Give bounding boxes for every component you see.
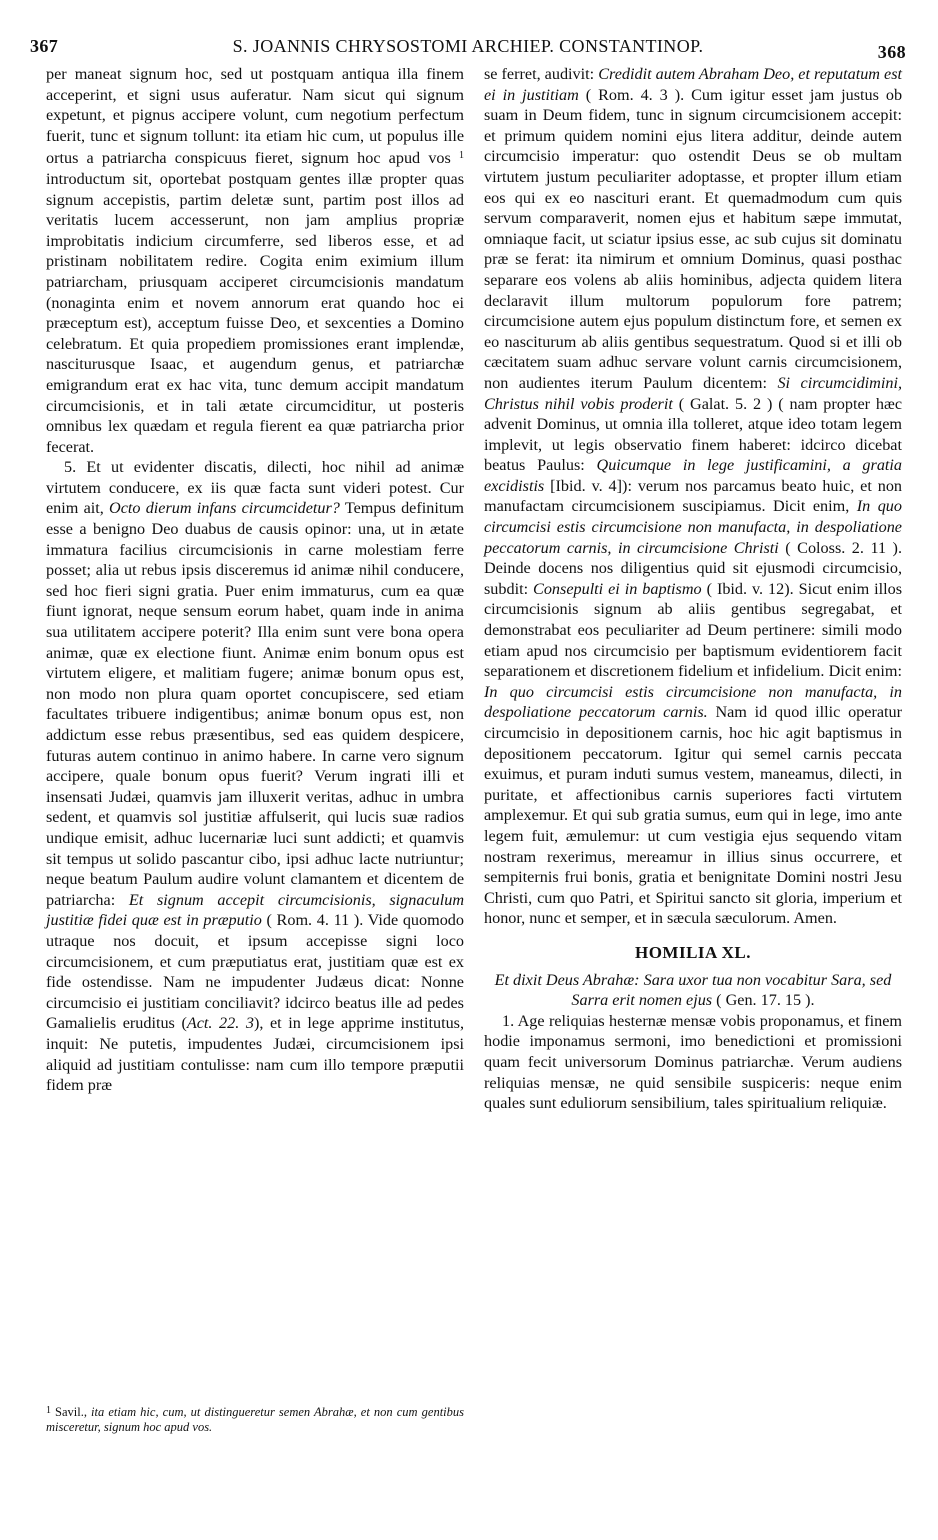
scripture-quote: Consepulti ei in baptismo (533, 579, 702, 598)
scripture-quote: Octo dierum infans circumcidetur? (109, 499, 340, 518)
paragraph-continuation-right (484, 64, 902, 929)
homily-heading: HOMILIA XL. (634, 942, 752, 962)
scripture-quote: Quicumque in lege justificamini, a gratia excidistis (484, 456, 902, 495)
epigraph-reference: ( Gen. 17. 15 ). (716, 991, 815, 1010)
paragraph-homily-start: 1. Age reliquias hesternæ mensæ vobis proponamus, et finem hodie imponamus sermoni, imo benedictioni et promissioni quam fecit universorum Dominus patriarchæ. Verum audiens reliquias mensæ, ne quid sensibile suspiceris: neque enim quales sunt eduliorum sensibilium, tales spiritualium reliquiæ. (484, 1011, 902, 1113)
footnote (46, 1404, 464, 1434)
scripture-quote: Et signum accepit circumcisionis, signaculum justitiæ fidei quæ est in præputio (46, 890, 465, 930)
paragraph-section-5 (46, 457, 464, 1095)
text-run: 5. Et ut evidenter discatis, dilecti, hoc nihil ad animæ virtutem conducere, ex iis quæ facta sunt videri potest. Cur enim ait, (46, 458, 464, 518)
text-run: Tempus definitum esse a benigno Deo duabus de causis opinor: una, ut in ætate immatura facilius circumcisionis in carne molestiam ferre posset; alia ut rebus ipsis disceremus id animæ nihil conducere, sed hoc fieri signi gratia. Puer enim immaturus, cum ea quæ fiunt ignorat, neque sensum eorum habet, quam inde in anima sua utilitatem accipere poterit? Illa enim sunt vere bona opera animæ, quæ ex electione fiunt. Animæ enim bonum opus est virtutem eligere, et malitiam fugere; animæ bonum opus est, non modo non plura quam oportet concupiscere, sed etiam facultates tribuere indigentibus; animæ bonum opus est, non addictum esse rebus præsentibus, sed eas quidem despicere, futuras autem continuo in animo habere. In carne vero signum accipere, quale bonum opus fuerit? Verum ingrati illi et insensati Judæi, quamvis jam illuxerit veritas, adhuc in umbra sedent, et quamvis sol justitiæ affulserit, qui lucis suæ radios undique emisit, adhuc lucernariæ luci sunt addicti; et quamvis sit tempus ut solido pascantur cibo, ipsi adhuc lacte nutriuntur; neque beatum Paulum audire volunt clamantem et dicentem de patriarcha: (46, 499, 465, 909)
running-header (30, 36, 906, 64)
text-run: ( nam propter hæc advenit Dominus, ut omnia illa tolleret, atque ideo totam legem implevit, ut legis observatio finem haberet: idcirco dicebat beatus Paulus: (484, 394, 903, 475)
text-run: ), et in lege apprime institutus, inquit: Ne putetis, impudentes Judæi, circumcisionem ipsi aliquid ad justitiam contulisse: nam cum illo tempore præputii fidem præ (46, 1014, 465, 1095)
text-run: Nam id quod illic operatur circumcisio in depositionem carnis, hoc hic agit baptismus in depositionem peccatorum. Igitur qui semel carnis peccata exuimus, et puram induti sumus vestem, maneamus, dilecti, in puritate, et affectionibus carnis superiores facti virtutem amplexemur. Et qui sub gratia sumus, eum qui in lege, imo ante legem fuit, æmulemur: ut cum vestigia ejus sequendo vitam nostram rexerimus, mereamur in illius sinus occurrere, et sempiternis frui bonis, gratia et benignitate Domini nostri Jesu Christi, cum quo Patri, et Spiritui sancto sit gloria, imperium et honor, nunc et semper, et in sæcula sæculorum. Amen. (484, 703, 903, 928)
footnote-lead: Savil., (55, 1405, 87, 1419)
homily-epigraph (484, 970, 902, 1011)
text-run: Deinde docens nos diligentius quid sit ejusmodi circumcisio, subdit: (484, 559, 902, 598)
scripture-reference: [Ibid. v. 4]) (550, 476, 628, 495)
scripture-quote: In quo circumcisi estis circumcisione non manufacta, in despoliatione peccatorum carnis, in circumcisione Christi (484, 497, 902, 557)
scripture-quote: In quo circumcisi estis circumcisione non manufacta, in despoliatione peccatorum carnis. (484, 682, 902, 722)
text-run: : verum nos parcamus beato huic, et non manufactam circumcisionem suscipiamus. Dicit enim, (484, 476, 903, 516)
footnote-mark: 1 (46, 1405, 51, 1416)
text-run: Vide quomodo utraque nos docuit, et ipsum accepisse signi loco circumcisionem, et cum præputiatus erat, justitiam quæ est ex fide ostendisse. Nam ne impudenter Judæus dicat: Nonne circumcisio ei justitiam conciliavit? idcirco beatus ille ad pedes Gamalielis eruditus ( (46, 911, 464, 1033)
text-run: per maneat signum hoc, sed ut postquam antiqua illa finem acceperint, et signi usus auferatur. Nam sicut qui signum expetunt, et pignus accipere volunt, cum negotium perfectum fuerit, tunc et signum tollunt: ita etiam hic cum, ut populus ille ortus a patriarcha conspicuus fieret, signum hoc apud vos (46, 65, 464, 168)
scripture-reference: ( Rom. 4. 3 ). (585, 85, 685, 104)
paragraph-continuation (46, 64, 464, 457)
scripture-reference: ( Coloss. 2. 11 ). (785, 538, 902, 557)
epigraph-text: Et dixit Deus Abrahæ: Sara uxor tua non vocabitur Sara, sed Sarra erit nomen ejus (494, 970, 892, 1010)
right-column (484, 64, 902, 1514)
page-number-left: 367 (30, 36, 59, 56)
scripture-quote: Credidit autem Abraham Deo, et reputatum est ei in justitiam (484, 65, 903, 104)
scripture-reference: ( Ibid. v. 12). (706, 579, 794, 598)
footnote-text: ita etiam hic, cum, ut distingueretur semen Abrahæ, et non cum gentibus misceretur, signum hoc apud vos. (46, 1405, 465, 1434)
scripture-reference: Act. 22. 3 (186, 1014, 254, 1033)
page-number-right: 368 (877, 42, 906, 62)
text-run: introductum sit, oportebat postquam gentes illæ propter quas signum accepistis, partim deletæ sunt, partim post illos ad veritatis lucem accesserunt, non jam amplius propriæ improbitatis indicium circumferre, sed liberos esse, et ad pristinam nobilitatem redire. Cogita enim eximium illum patriarcham, priusquam acciperet circumcisionis mandatum (nonaginta enim et novem annorum erat quando hoc ei præceptum est), acceptum fuisse Deo, et sexcenties a Domino celebratum. Et quia propediem promissiones erant implendæ, nasciturusque Isaac, et augendum genus, et patriarchæ emigrandum erat ex hac vita, tunc demum accipit mandatum circumcisionis, et in tali ætate circumciditur, ut posteris omnibus lex quædam et regula fierent ea quæ patriarcha prior fecerat. (46, 169, 464, 456)
scripture-reference: ( Galat. 5. 2 ) (678, 394, 773, 413)
scripture-reference: ( Rom. 4. 11 ). (266, 911, 364, 930)
text-run: Sicut enim illos circumcisionis signum ab aliis gentibus segregabat, et demonstrabat eos peculiariter ad Deum pertinere: simili modo etiam apud nos circumcisio per baptismum evidentiorem facit separationem et discretionem fidelium et infidelium. Dicit enim: (484, 579, 903, 681)
footnote-reference: 1 (459, 150, 465, 162)
left-column (46, 64, 464, 1504)
scripture-quote: Si circumcidimini, Christus nihil vobis proderit (484, 373, 902, 413)
text-run: Cum igitur esset jam justus ob suam in Deum fidem, tunc in signum circumcisionem accepit: et primum quidem nomini ejus litera additur, deinde autem circumcisio imperatur: quo ostendit Deus se ob multam virtutem justum peculiariter adoptasse, et propter illum etiam eos qui ex eo nascituri erant. Et quemadmodum cum quis servum comparaverit, nomen ejus et habitum sæpe immutat, omniaque facit, ut sciatur ipsius esse, ac sub cujus sit dominatu præ se ferat: ita nimirum et omnium Dominus, quasi posthac separare eos volens ab aliis hominibus, adjecta quidem litera declaravit illum multorum populorum fore patrem; circumcisione autem ejus populum distinctum fore, et semen ex eo nasciturum ab aliis gentibus sequestratum. Quod si et illi ob cæcitatem suam adhuc servare volunt carnis circumcisionem, non audientes iterum Paulum dicentem: (484, 85, 903, 392)
text-run: se ferret, audivit: (484, 65, 595, 83)
running-title: S. JOANNIS CHRYSOSTOMI ARCHIEP. CONSTANTINOP. (232, 36, 704, 56)
